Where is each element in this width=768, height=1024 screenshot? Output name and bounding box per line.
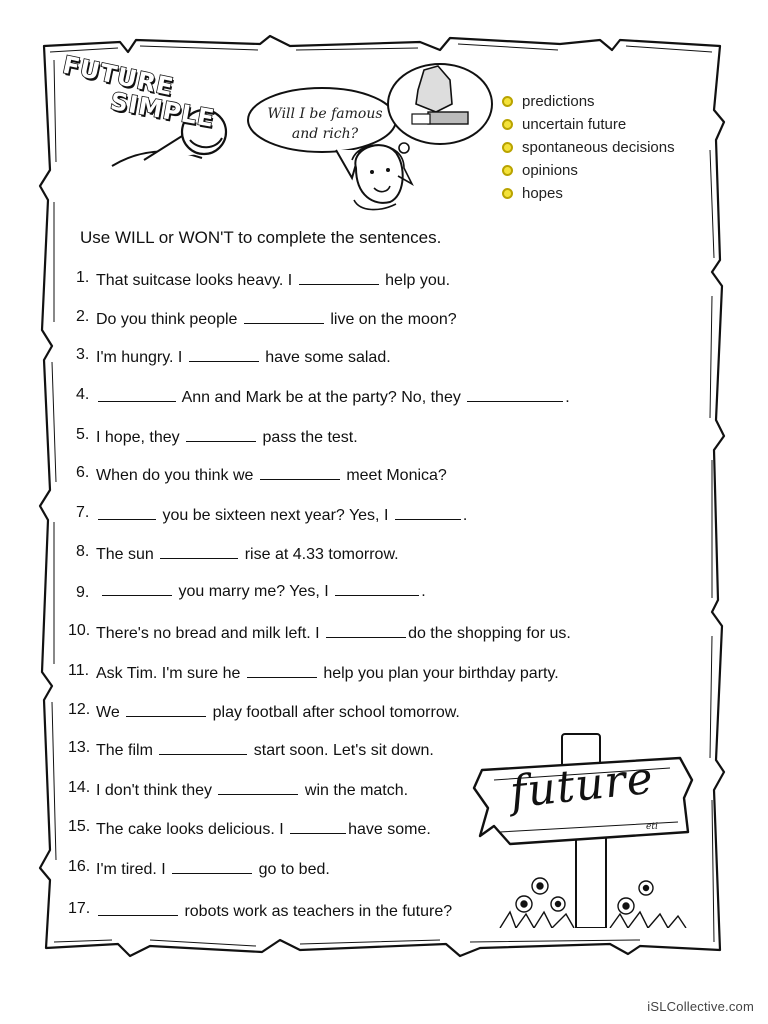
uses-list: [502, 90, 675, 205]
future-signpost-illustration: [470, 728, 700, 928]
title-simple: SIMPLE: [108, 87, 218, 133]
bullet-dot-icon: [502, 119, 513, 130]
answer-blank[interactable]: [98, 504, 156, 520]
bullet-dot-icon: [502, 188, 513, 199]
site-watermark: iSLCollective.com: [647, 999, 754, 1014]
uses-item: predictions: [502, 90, 675, 113]
instruction-text: Use WILL or WON'T to complete the sentences.: [80, 228, 442, 247]
answer-blank[interactable]: [467, 386, 563, 402]
answer-blank[interactable]: [290, 818, 346, 834]
answer-blank[interactable]: [395, 504, 461, 520]
answer-blank[interactable]: [299, 269, 379, 285]
answer-blank[interactable]: [160, 543, 238, 559]
uses-item: hopes: [502, 182, 675, 205]
answer-blank[interactable]: [172, 858, 252, 874]
bullet-dot-icon: [502, 96, 513, 107]
bullet-dot-icon: [502, 142, 513, 153]
answer-blank[interactable]: [98, 900, 178, 916]
answer-blank[interactable]: [247, 662, 317, 678]
answer-blank[interactable]: [102, 580, 172, 596]
answer-blank[interactable]: [260, 464, 340, 480]
bullet-dot-icon: [502, 165, 513, 176]
uses-item: uncertain future: [502, 113, 675, 136]
uses-item: spontaneous decisions: [502, 136, 675, 159]
answer-blank[interactable]: [186, 426, 256, 442]
signpost-word: future: [507, 752, 656, 819]
answer-blank[interactable]: [189, 346, 259, 362]
answer-blank[interactable]: [159, 739, 247, 755]
answer-blank[interactable]: [218, 779, 298, 795]
answer-blank[interactable]: [98, 386, 176, 402]
answer-blank[interactable]: [326, 622, 406, 638]
artist-signature: eti: [646, 822, 658, 832]
speech-bubble-text: Will I be famous and rich?: [267, 106, 383, 142]
answer-blank[interactable]: [244, 308, 324, 324]
answer-blank[interactable]: [126, 701, 206, 717]
worksheet-page: FUTURE SIMPLE Will I be famous and rich? predictions uncertain future spontaneous decisions opinions hopes Use WILL or WON'T to complete the sentences. 1. That suitcase looks heavy. I help you. 2. Do you think people live on the moon? 3. I'm hungry. I have some salad. 4. Ann and Mark be at the party? No, they . 5. I hope, they pass the test. 6. When do you think we meet Monica? 7. you be sixteen next year? Yes, I . 8. The sun rise at 4.33 tomorrow. 9. you marry me? Yes, I . 10. There's no bread and milk left. I do the shopping for us. 11. Ask Tim. I'm sure he help you plan your birthday party. 12. We play football after school tomorrow. 13. The film start soon. Let's sit down. 14. I don't think they win the match. 15. The cake looks delicious. I have some. 16. I'm tired. I go to bed. 17. robots work as teachers in the future? future eti iSLCollective.com: [0, 0, 768, 1024]
answer-blank[interactable]: [335, 580, 419, 596]
uses-item: opinions: [502, 159, 675, 182]
title-future: FUTURE: [60, 50, 177, 102]
